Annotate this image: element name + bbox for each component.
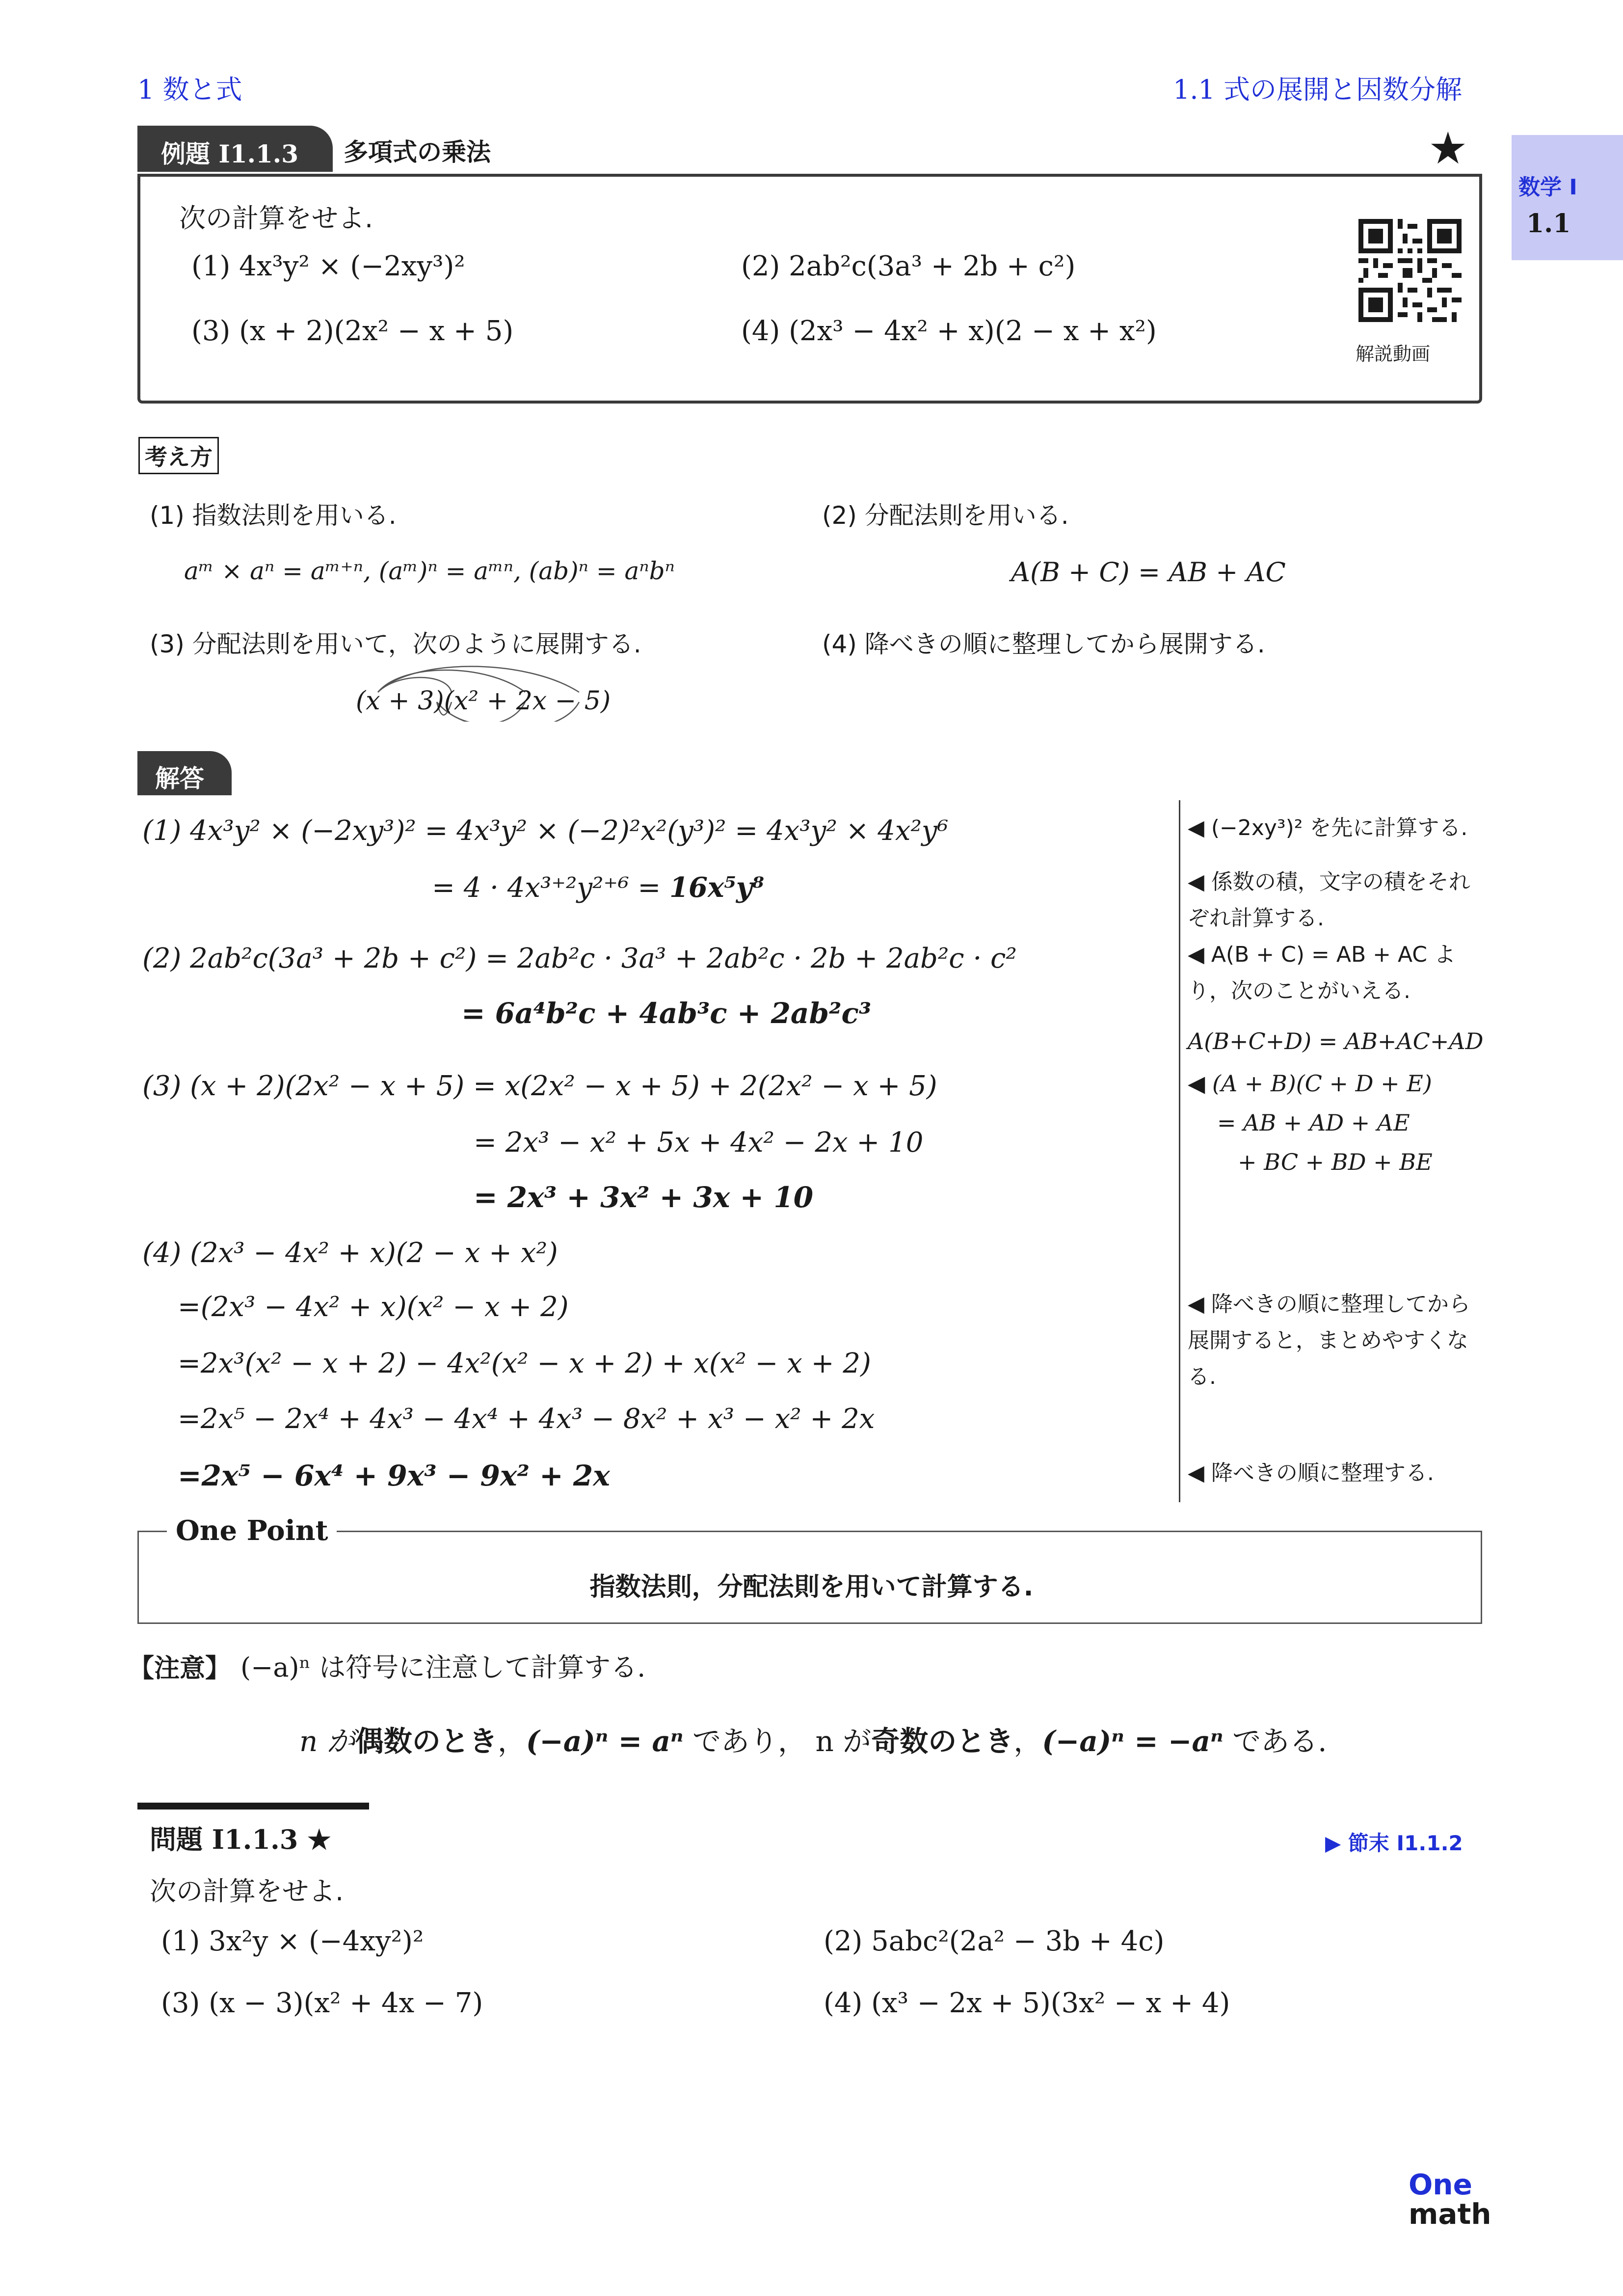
notes-divider: [1179, 800, 1180, 1502]
star-icon: ★: [1428, 123, 1468, 174]
caution-rule-2: 偶数のとき: [355, 1725, 498, 1758]
approach-item-1: (1) 指数法則を用いる.: [150, 501, 397, 530]
answer-4-result: =2x⁵ − 6x⁴ + 9x³ − 9x² + 2x: [178, 1459, 610, 1492]
note-1: ◀ (−2xy³)² を先に計算する.: [1188, 815, 1468, 840]
caution-rule-9: である.: [1223, 1725, 1327, 1758]
answer-line-4: (4) (2x³ − 4x² + x)(2 − x + x²): [142, 1237, 558, 1269]
section-header: 1.1 式の展開と因数分解: [1173, 74, 1463, 105]
example-instruction: 次の計算をせよ.: [179, 203, 373, 234]
caution-rule-4: (−a)ⁿ = aⁿ: [526, 1725, 684, 1758]
exercise-instruction: 次の計算をせよ.: [150, 1876, 344, 1907]
logo-line-2: math: [1409, 2197, 1491, 2231]
side-tab-subject: 数学 I: [1518, 175, 1577, 200]
answer-line-4d: =2x⁵ − 2x⁴ + 4x³ − 4x⁴ + 4x³ − 8x² + x³ − x² + 2x: [178, 1403, 875, 1435]
note-8: = AB + AD + AE: [1217, 1109, 1410, 1136]
one-point-title: One Point: [167, 1514, 337, 1547]
approach-formula-2: A(B + C) = AB + AC: [1011, 557, 1286, 588]
answer-line-1b: [432, 871, 764, 904]
note-4: ◀ A(B + C) = AB + AC よ: [1188, 942, 1456, 967]
caution-rule-3: ，: [497, 1725, 526, 1758]
caution-text: (−a)ⁿ は符号に注意して計算する.: [240, 1652, 646, 1683]
answer-line-1b-left: = 4 · 4x³⁺²y²⁺⁶ =: [432, 872, 670, 904]
answer-line-2: (2) 2ab²c(3a³ + 2b + c²) = 2ab²c · 3a³ + 2ab²c · 2b + 2ab²c · c²: [142, 943, 1017, 974]
qr-code-icon[interactable]: [1358, 219, 1462, 322]
note-5: り，次のことがいえる.: [1188, 978, 1410, 1003]
exercise-problem-1: (1) 3x²y × (−4xy²)²: [161, 1925, 424, 1957]
answer-line-1: (1) 4x³y² × (−2xy³)² = 4x³y² × (−2)²x²(y³)² = 4x³y² × 4x²y⁶: [142, 815, 949, 847]
example-label: [137, 126, 333, 172]
example-problem-4: (4) (2x³ − 4x² + x)(2 − x + x²): [741, 315, 1157, 347]
example-problem-1: (1) 4x³y² × (−2xy³)²: [191, 250, 465, 282]
note-10: ◀ 降べきの順に整理してから: [1188, 1292, 1470, 1317]
answer-line-3b: = 2x³ − x² + 5x + 4x² − 2x + 10: [474, 1127, 924, 1159]
chapter-header: 1 数と式: [137, 74, 242, 105]
caution-rule-8: (−a)ⁿ = −aⁿ: [1042, 1725, 1224, 1758]
logo: [1409, 2170, 1491, 2229]
exercise-rule: [137, 1803, 369, 1810]
note-6: A(B+C+D) = AB+AC+AD: [1188, 1028, 1484, 1054]
caution-label: 【注意】: [129, 1654, 231, 1683]
example-title: 多項式の乗法: [344, 138, 491, 166]
approach-item-4: (4) 降べきの順に整理してから展開する.: [822, 630, 1265, 658]
exercise-number: 問題 I1.1.3 ★: [150, 1824, 331, 1855]
answer-1-result: 16x⁵y⁸: [669, 871, 764, 904]
caution-rule-6: 奇数のとき: [871, 1725, 1014, 1758]
approach-item-3: (3) 分配法則を用いて，次のように展開する.: [150, 630, 641, 658]
caution-rule-5: であり， n が: [683, 1725, 872, 1758]
note-3: ぞれ計算する.: [1188, 906, 1324, 931]
note-13: ◀ 降べきの順に整理する.: [1188, 1460, 1434, 1486]
caution-rule-1: n が: [299, 1725, 355, 1758]
exercise-problem-2: (2) 5abc²(2a² − 3b + 4c): [824, 1925, 1165, 1957]
answer-2-result: = 6a⁴b²c + 4ab³c + 2ab²c³: [461, 997, 872, 1030]
example-problem-2: (2) 2ab²c(3a³ + 2b + c²): [741, 250, 1076, 282]
example-problem-3: (3) (x + 2)(2x² − x + 5): [191, 315, 514, 347]
qr-label: 解説動画: [1356, 343, 1431, 365]
approach-formula-1: aᵐ × aⁿ = aᵐ⁺ⁿ, (aᵐ)ⁿ = aᵐⁿ, (ab)ⁿ = aⁿbⁿ: [184, 557, 675, 585]
side-tab-section: 1.1: [1526, 209, 1571, 239]
approach-label: 考え方: [138, 437, 219, 474]
answer-line-4c: =2x³(x² − x + 2) − 4x²(x² − x + 2) + x(x² − x + 2): [178, 1348, 871, 1379]
answer-3-result: = 2x³ + 3x² + 3x + 10: [474, 1181, 814, 1214]
caution-rule: [299, 1718, 1327, 1759]
example-number: 例題 I1.1.3: [161, 139, 298, 168]
note-11: 展開すると，まとめやすくな: [1188, 1328, 1468, 1353]
logo-line-1: One: [1409, 2168, 1472, 2201]
answer-label: 解答: [155, 764, 204, 793]
note-2: ◀ 係数の積，文字の積をそれ: [1188, 869, 1470, 894]
answer-label-box: [137, 751, 232, 795]
exercise-ref-link[interactable]: ▶ 節末 I1.1.2: [1325, 1831, 1463, 1855]
approach-formula-3: (x + 3)(x² + 2x − 5): [356, 686, 611, 716]
one-point-text: 指数法則，分配法則を用いて計算する.: [589, 1572, 1034, 1602]
side-tab[interactable]: [1512, 135, 1623, 260]
approach-item-2: (2) 分配法則を用いる.: [822, 501, 1069, 530]
note-9: + BC + BD + BE: [1238, 1149, 1433, 1175]
exercise-problem-4: (4) (x³ − 2x + 5)(3x² − x + 4): [824, 1987, 1230, 2019]
exercise-problem-3: (3) (x − 3)(x² + 4x − 7): [161, 1987, 483, 2019]
note-7: ◀ (A + B)(C + D + E): [1188, 1070, 1432, 1097]
note-12: る.: [1188, 1364, 1216, 1389]
answer-line-3: (3) (x + 2)(2x² − x + 5) = x(2x² − x + 5) + 2(2x² − x + 5): [142, 1070, 937, 1102]
caution-rule-7: ，: [1013, 1725, 1042, 1758]
answer-line-4b: =(2x³ − 4x² + x)(x² − x + 2): [178, 1291, 569, 1323]
